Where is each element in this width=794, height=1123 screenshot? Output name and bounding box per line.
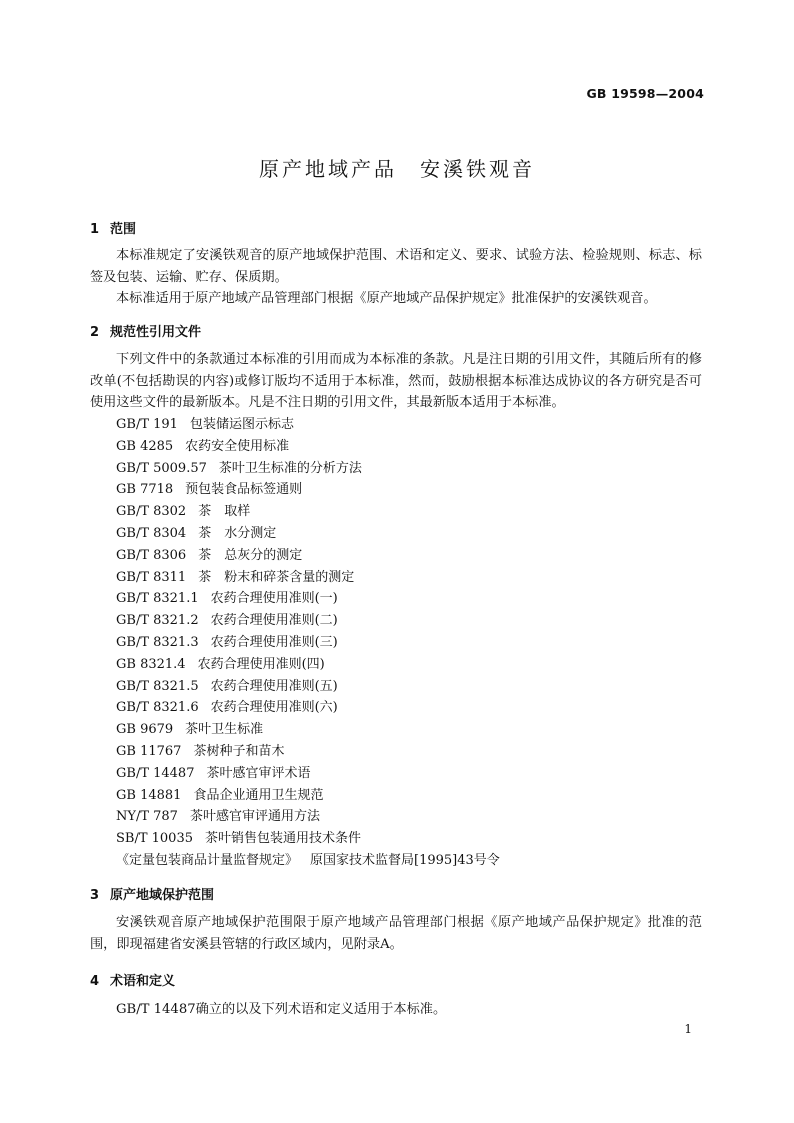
reference-title: 农药合理使用准则(三) bbox=[210, 634, 338, 650]
reference-code: GB/T 8321.2 bbox=[116, 613, 199, 629]
reference-item bbox=[116, 414, 500, 436]
section-title: 术语和定义 bbox=[110, 974, 176, 989]
section-1-heading bbox=[90, 218, 136, 237]
reference-title: 茶树种子和苗木 bbox=[193, 743, 285, 759]
reference-title: 农药合理使用准则(二) bbox=[210, 613, 338, 629]
reference-code: GB 8321.4 bbox=[116, 656, 186, 672]
reference-item bbox=[116, 697, 500, 719]
reference-item bbox=[116, 523, 500, 545]
section-1-paragraph-1: 本标准规定了安溪铁观音的原产地域保护范围、术语和定义、要求、试验方法、检验规则、标志、标签及包装、运输、贮存、保质期。 bbox=[90, 248, 702, 285]
section-3-paragraph-1: 安溪铁观音原产地域保护范围限于原产地域产品管理部门根据《原产地域产品保护规定》批准的范围，即现福建省安溪县管辖的行政区域内，见附录A。 bbox=[90, 915, 702, 952]
section-4-paragraph-1: GB/T 14487确立的以及下列术语和定义适用于本标准。 bbox=[116, 1002, 447, 1017]
reference-title: 农药合理使用准则(一) bbox=[210, 591, 338, 607]
reference-code: GB/T 191 bbox=[116, 417, 178, 432]
reference-code: GB/T 5009.57 bbox=[116, 460, 207, 476]
reference-title: 农药合理使用准则(六) bbox=[210, 700, 338, 716]
reference-title: 茶叶感官审评术语 bbox=[206, 765, 311, 781]
section-3-heading bbox=[90, 884, 214, 903]
reference-title: 茶叶销售包装通用技术条件 bbox=[205, 831, 362, 847]
normative-references-list bbox=[116, 414, 500, 872]
reference-code: GB/T 8321.5 bbox=[116, 678, 199, 694]
reference-item bbox=[116, 676, 500, 698]
reference-title: 农药安全使用标准 bbox=[185, 438, 290, 454]
reference-title: 农药合理使用准则(四) bbox=[197, 656, 325, 672]
reference-item bbox=[116, 806, 500, 828]
reference-code: SB/T 10035 bbox=[116, 831, 193, 847]
reference-code: NY/T 787 bbox=[116, 809, 178, 825]
reference-code: GB/T 8321.6 bbox=[116, 700, 199, 716]
reference-item bbox=[116, 632, 500, 654]
section-number: 1 bbox=[90, 222, 100, 237]
reference-item bbox=[116, 436, 500, 458]
reference-title: 茶 粉末和碎茶含量的测定 bbox=[198, 569, 355, 585]
section-title: 范围 bbox=[110, 222, 137, 237]
reference-item bbox=[116, 588, 500, 610]
reference-item bbox=[116, 610, 500, 632]
reference-item bbox=[116, 458, 500, 480]
reference-title: 预包装食品标签通则 bbox=[185, 482, 303, 498]
section-number: 4 bbox=[90, 974, 100, 989]
reference-item bbox=[116, 654, 500, 676]
reference-code: GB/T 8302 bbox=[116, 504, 187, 520]
reference-code: GB/T 8306 bbox=[116, 547, 187, 563]
reference-code: GB 11767 bbox=[116, 743, 182, 759]
reference-title: 茶叶卫生标准的分析方法 bbox=[218, 460, 362, 476]
reference-item bbox=[116, 545, 500, 567]
reference-title: 茶 水分测定 bbox=[198, 525, 277, 541]
section-title: 原产地域保护范围 bbox=[110, 888, 215, 903]
section-number: 2 bbox=[90, 325, 100, 340]
reference-title: 农药合理使用准则(五) bbox=[210, 678, 338, 694]
page-number: 1 bbox=[684, 1022, 692, 1036]
section-4-heading bbox=[90, 970, 175, 989]
reference-item bbox=[116, 719, 500, 741]
reference-code: GB/T 14487 bbox=[116, 765, 195, 781]
reference-code: 《定量包装商品计量监督规定》 bbox=[116, 852, 299, 868]
reference-code: GB 14881 bbox=[116, 787, 182, 803]
reference-title: 茶 取样 bbox=[198, 504, 251, 520]
reference-item bbox=[116, 785, 500, 807]
reference-code: GB/T 8311 bbox=[116, 569, 187, 585]
reference-code: GB/T 8321.3 bbox=[116, 634, 199, 650]
section-2-heading bbox=[90, 321, 201, 340]
reference-item bbox=[116, 850, 500, 872]
section-title: 规范性引用文件 bbox=[110, 325, 202, 340]
reference-item bbox=[116, 567, 500, 589]
reference-item bbox=[116, 479, 500, 501]
document-title: 原产地域产品 安溪铁观音 bbox=[259, 157, 535, 181]
section-2-paragraph-1: 下列文件中的条款通过本标准的引用而成为本标准的条款。凡是注日期的引用文件，其随后所有的修改单(不包括勘误的内容)或修订版均不适用于本标准，然而，鼓励根据本标准达成协议的各方研究是否可使用这些文件的最新版本。凡是不注日期的引用文件，其最新版本适用于本标准。 bbox=[90, 352, 702, 410]
reference-code: GB 9679 bbox=[116, 722, 174, 738]
reference-title: 原国家技术监督局[1995]43号令 bbox=[310, 852, 500, 868]
reference-code: GB/T 8304 bbox=[116, 525, 187, 541]
reference-title: 包装储运图示标志 bbox=[189, 417, 294, 432]
standard-number: GB 19598—2004 bbox=[586, 86, 704, 101]
reference-title: 食品企业通用卫生规范 bbox=[193, 787, 324, 803]
reference-item bbox=[116, 741, 500, 763]
reference-code: GB/T 8321.1 bbox=[116, 591, 199, 607]
reference-title: 茶 总灰分的测定 bbox=[198, 547, 303, 563]
reference-title: 茶叶感官审评通用方法 bbox=[189, 809, 320, 825]
reference-item bbox=[116, 501, 500, 523]
reference-code: GB 4285 bbox=[116, 438, 174, 454]
reference-code: GB 7718 bbox=[116, 482, 174, 498]
section-number: 3 bbox=[90, 888, 100, 903]
reference-item bbox=[116, 828, 500, 850]
reference-title: 茶叶卫生标准 bbox=[185, 722, 264, 738]
reference-item bbox=[116, 763, 500, 785]
section-1-paragraph-2: 本标准适用于原产地域产品管理部门根据《原产地域产品保护规定》批准保护的安溪铁观音。 bbox=[116, 291, 657, 306]
